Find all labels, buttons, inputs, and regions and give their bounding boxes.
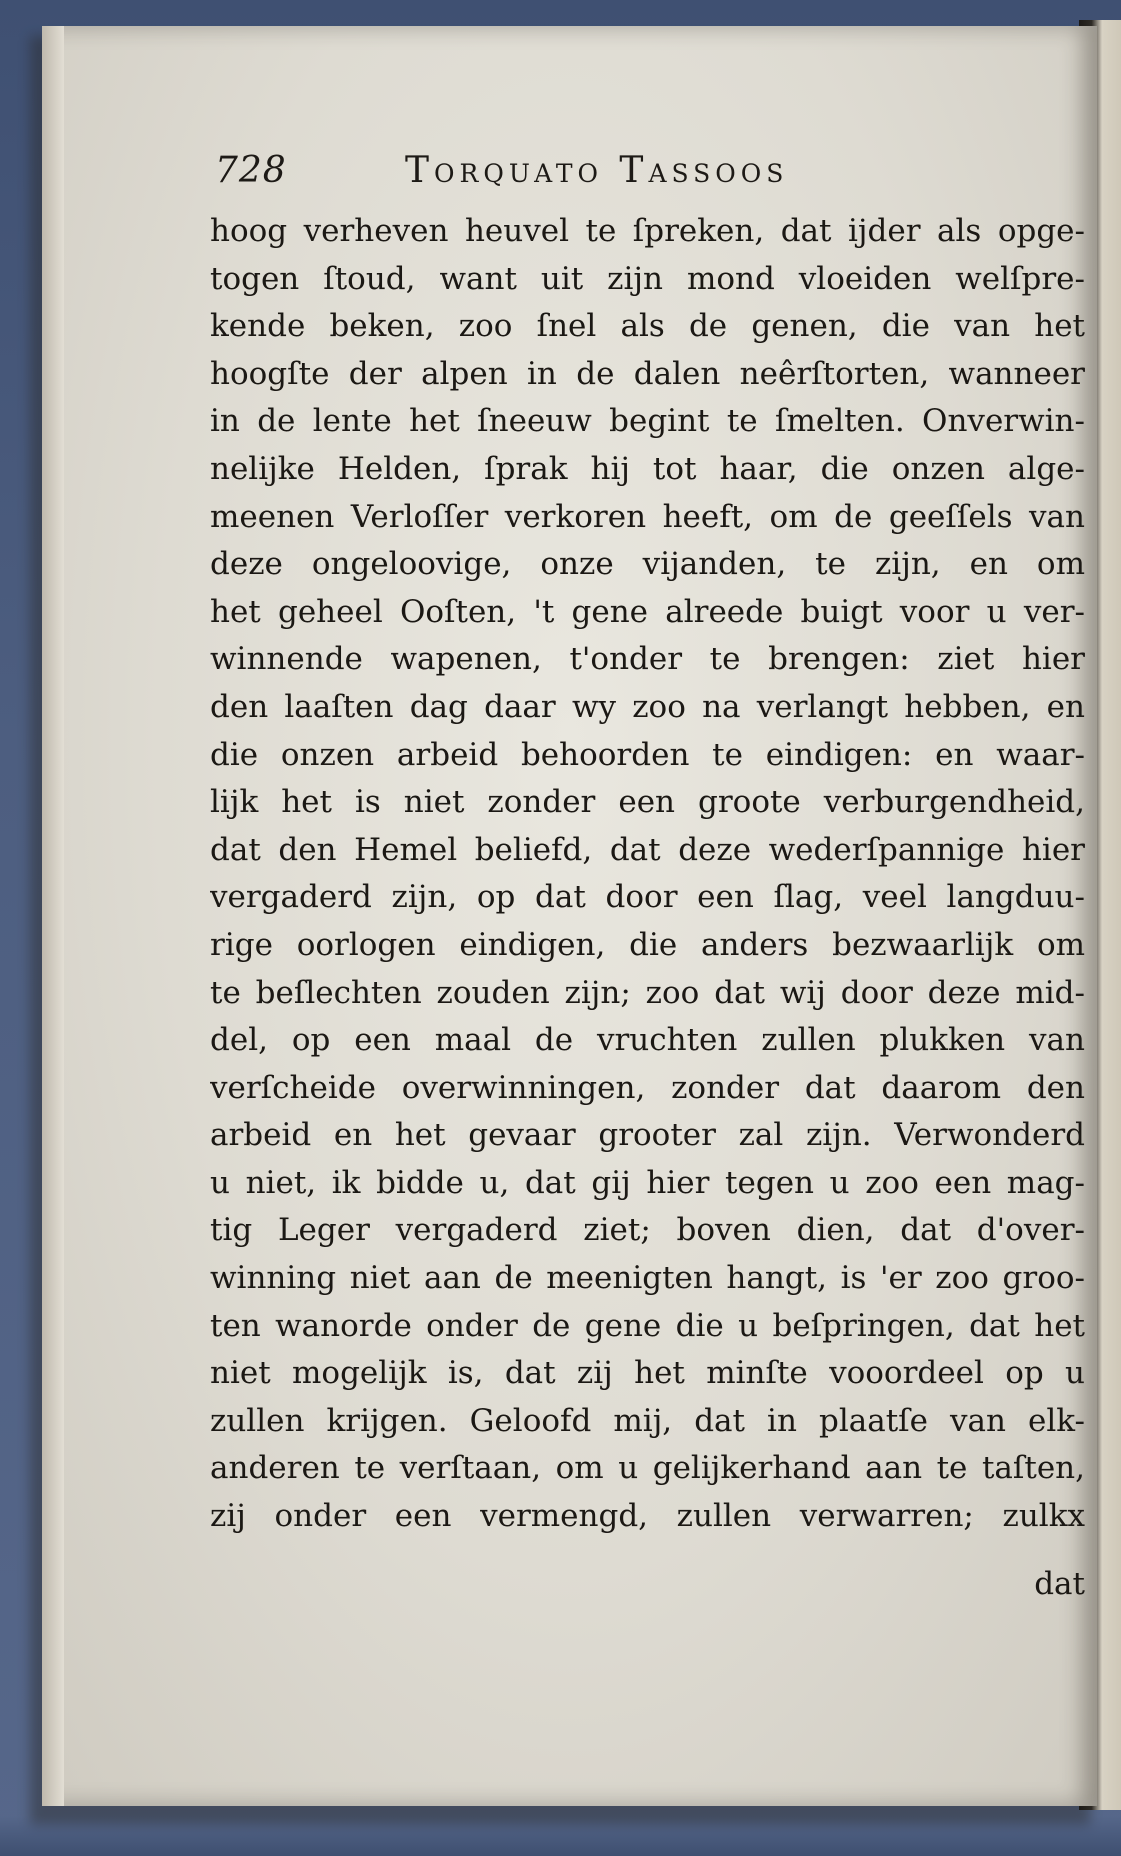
text-line: te beſlechten zouden zijn; zoo dat wij door deze mid-	[210, 974, 1085, 1011]
text-line: anderen te verſtaan, om u gelijkerhand aan te taſten,	[210, 1450, 1085, 1487]
text-line: hoogſte der alpen in de dalen neêrſtorten, wanneer	[210, 355, 1085, 392]
text-line: in de lente het ſneeuw begint te ſmelten. Onverwin-	[210, 403, 1085, 440]
text-line: togen ſtoud, want uit zijn mond vloeiden welſpre-	[210, 260, 1085, 297]
text-line: die onzen arbeid behoorden te eindigen: en waar-	[210, 736, 1085, 773]
page-gutter	[42, 26, 64, 1806]
running-title: Torquato Tassoos	[405, 150, 789, 191]
page-header	[215, 150, 1085, 200]
text-line: nelijke Helden, ſprak hij tot haar, die onzen alge-	[210, 450, 1085, 487]
text-line: verſcheide overwinningen, zonder dat daarom den	[210, 1069, 1085, 1106]
text-line: zullen krijgen. Geloofd mij, dat in plaatſe van elk-	[210, 1402, 1085, 1439]
text-line: zij onder een vermengd, zullen verwarren; zulkx	[210, 1498, 1085, 1535]
text-line: u niet, ik bidde u, dat gij hier tegen u zoo een mag-	[210, 1164, 1085, 1201]
text-line: vergaderd zijn, op dat door een ſlag, veel langduu-	[210, 879, 1085, 916]
text-line: den laaſten dag daar wy zoo na verlangt hebben, en	[210, 688, 1085, 725]
text-line: hoog verheven heuvel te ſpreken, dat ijder als opge-	[210, 213, 1085, 249]
text-line: dat den Hemel beliefd, dat deze wederſpannige hier	[210, 831, 1085, 868]
text-line: meenen Verloſſer verkoren heeft, om de geeſſels van	[210, 498, 1085, 535]
catchword: dat	[1034, 1566, 1085, 1602]
text-line: arbeid en het gevaar grooter zal zijn. Verwonderd	[210, 1117, 1085, 1154]
page-number: 728	[215, 150, 287, 191]
text-line: niet mogelijk is, dat zij het minſte vooordeel op u	[210, 1355, 1085, 1392]
text-line: tig Leger vergaderd ziet; boven dien, dat d'over-	[210, 1212, 1085, 1249]
text-line: del, op een maal de vruchten zullen plukken van	[210, 1022, 1085, 1059]
text-line: lijk het is niet zonder een groote verburgendheid,	[210, 784, 1085, 821]
background-shade	[0, 1816, 1121, 1856]
catchword-row	[210, 1560, 1085, 1608]
text-line: rige oorlogen eindigen, die anders bezwaarlijk om	[210, 926, 1085, 963]
text-line: het geheel Ooſten, 't gene alreede buigt voor u ver-	[210, 593, 1085, 630]
text-line: winning niet aan de meenigten hangt, is 'er zoo groo-	[210, 1260, 1085, 1297]
text-line: kende beken, zoo ſnel als de genen, die van het	[210, 308, 1085, 345]
text-line: ten wanorde onder de gene die u beſpringen, dat het	[210, 1307, 1085, 1344]
text-line: winnende wapenen, t'onder te brengen: ziet hier	[210, 641, 1085, 678]
text-line: deze ongeloovige, onze vijanden, te zijn, en om	[210, 546, 1085, 583]
body-text	[210, 208, 1085, 1541]
